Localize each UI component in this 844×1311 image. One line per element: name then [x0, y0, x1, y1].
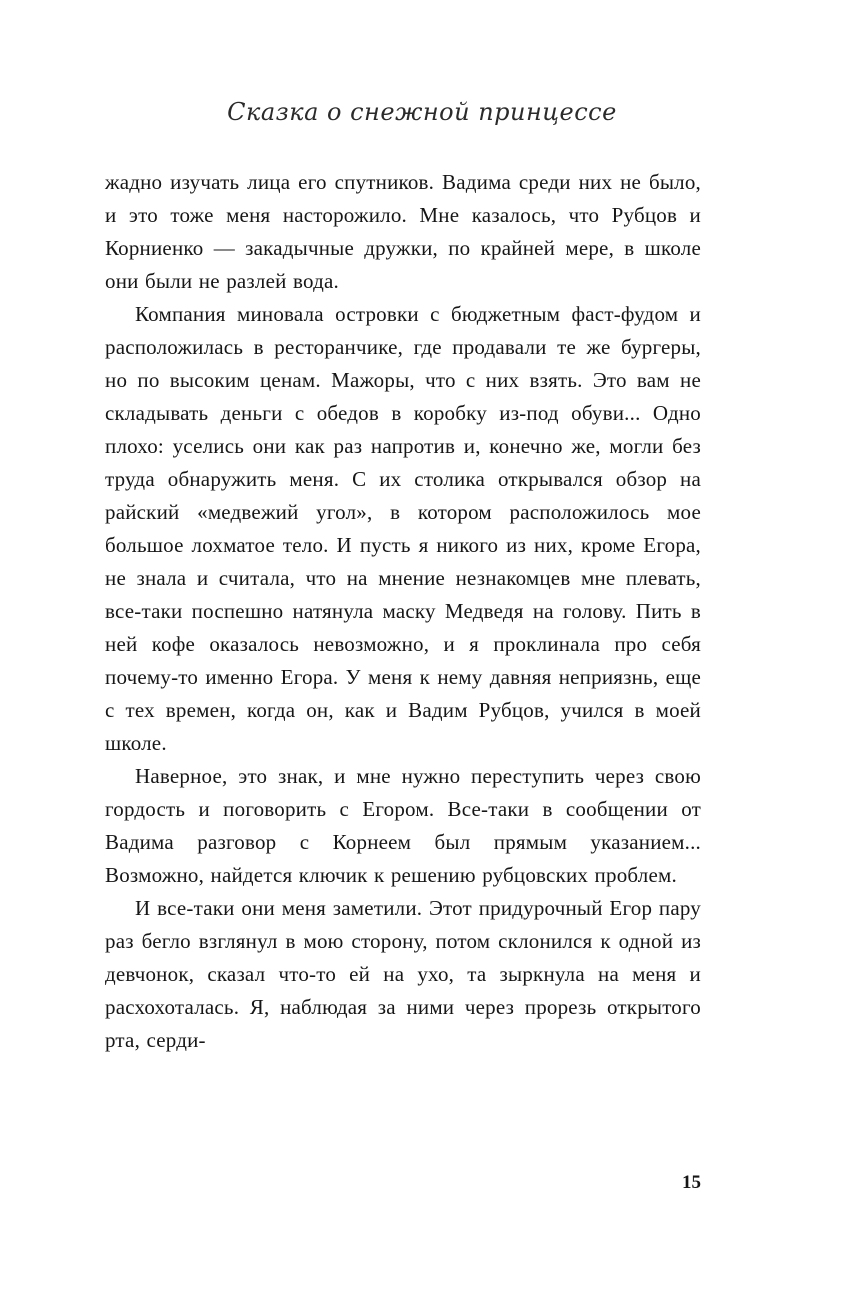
paragraph: Компания миновала островки с бюджетным фаст-фудом и расположилась в ресторанчике, где продавали те же бургеры, но по высоким ценам. Мажоры, что с них взять. Это вам не складывать деньги с обедов в коробку из-под обуви... Одно плохо: уселись они как раз напротив и, конечно же, могли без труда обнаружить меня. С их столика открывался обзор на райский «медвежий угол», в котором расположилось мое большое лохматое тело. И пусть я никого из них, кроме Егора, не знала и считала, что на мнение незнакомцев мне плевать, все-таки поспешно натянула маску Медведя на голову. Пить в ней кофе оказалось невозможно, и я проклинала про себя почему-то именно Егора. У меня к нему давняя неприязнь, еще с тех времен, когда он, как и Вадим Рубцов, учился в моей школе.: [105, 302, 701, 755]
paragraph: жадно изучать лица его спутников. Вадима среди них не было, и это тоже меня насторожило. Мне казалось, что Рубцов и Корниенко — закадычные дружки, по крайней мере, в школе они были не разлей вода.: [105, 170, 701, 293]
page-number: 15: [682, 1172, 701, 1193]
paragraph: Наверное, это знак, и мне нужно переступить через свою гордость и поговорить с Егором. Все-таки в сообщении от Вадима разговор с Корнеем был прямым указанием... Возможно, найдется ключик к решению рубцовских проблем.: [105, 764, 701, 887]
text-block: [105, 166, 701, 1057]
running-head: Сказка о снежной принцессе: [227, 98, 617, 126]
paragraph: И все-таки они меня заметили. Этот придурочный Егор пару раз бегло взглянул в мою сторону, потом склонился к одной из девчонок, сказал что-то ей на ухо, та зыркнула на меня и расхохоталась. Я, наблюдая за ними через прорезь открытого рта, серди-: [105, 896, 701, 1052]
